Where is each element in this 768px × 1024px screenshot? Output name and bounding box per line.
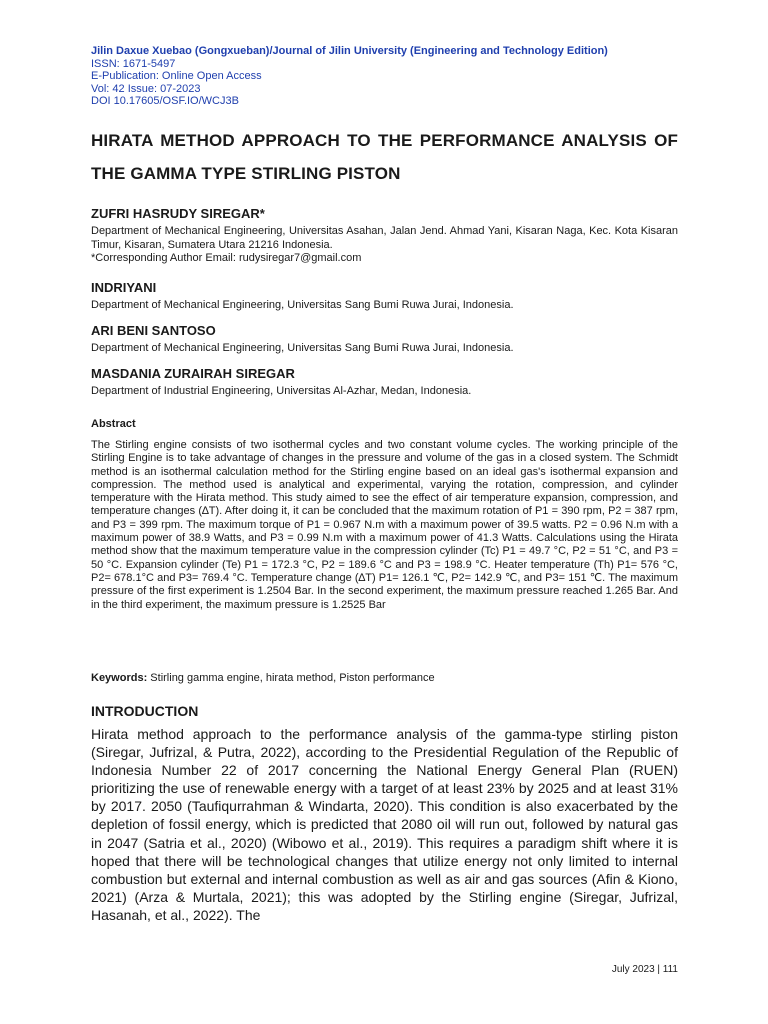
journal-name: Jilin Daxue Xuebao (Gongxueban)/Journal of Jilin University (Engineering and Technology Edition)	[91, 45, 608, 57]
author-name: ARI BENI SANTOSO	[91, 323, 216, 338]
introduction-heading: INTRODUCTION	[91, 703, 199, 719]
author-affiliation: Department of Industrial Engineering, Universitas Al-Azhar, Medan, Indonesia.	[91, 385, 472, 397]
keywords-text: Stirling gamma engine, hirata method, Piston performance	[147, 672, 435, 684]
publication-type: E-Publication: Online Open Access	[91, 70, 262, 83]
introduction-text: Hirata method approach to the performance analysis of the gamma-type stirling piston (Siregar, Jufrizal, & Putra, 2022), according to the Presidential Regulation of the Republic of Indonesia Number 22 of 2017 concerning the National Energy General Plan (RUEN) prioritizing the use of renewable energy with a target of at least 23% by 2025 and at least 31% by 2017. 2050 (Taufiqurrahman & Windarta, 2020). This condition is also exacerbated by the depletion of fossil energy, which is predicted that 2080 oil will run out, followed by natural gas in 2047 (Satria et al., 2020) (Wibowo et al., 2019). This requires a paradigm shift where it is hoped that there will be technological changes that utilize energy not only limited to internal combustion but external and internal combustion as well as air and gas sources (Afin & Kiono, 2021) (Arza & Murtala, 2021); this was adopted by the Stirling engine (Siregar, Jufrizal, Hasanah, et al., 2022). The	[91, 726, 678, 923]
doi: DOI 10.17605/OSF.IO/WCJ3B	[91, 95, 239, 108]
author-name: INDRIYANI	[91, 280, 157, 295]
author-affiliation: Department of Mechanical Engineering, Universitas Asahan, Jalan Jend. Ahmad Yani, Kisaran Naga, Kec. Kota Kisaran Timur, Kisaran, Sumatera Utara 21216 Indonesia.	[91, 225, 678, 251]
author-block-3	[91, 323, 678, 356]
author-block-1	[91, 206, 678, 266]
abstract-heading: Abstract	[91, 418, 136, 430]
keywords	[91, 672, 678, 685]
author-name: ZUFRI HASRUDY SIREGAR*	[91, 206, 265, 221]
author-name: MASDANIA ZURAIRAH SIREGAR	[91, 366, 295, 381]
author-affiliation: Department of Mechanical Engineering, Universitas Sang Bumi Ruwa Jurai, Indonesia.	[91, 342, 514, 354]
keywords-label: Keywords:	[91, 672, 148, 684]
journal-header	[91, 45, 678, 108]
page-footer: July 2023 | 111	[611, 964, 678, 975]
author-block-2	[91, 280, 678, 313]
abstract-text: The Stirling engine consists of two isothermal cycles and two constant volume cycles. The working principle of the Stirling Engine is to take advantage of changes in the pressure and volume of the gas in a closed system. The Schmidt method is an isothermal calculation method for the Stirling engine based on an ideal gas's isothermal expansion and compression. The method used is analytical and experimental, varying the rotation, compression, and cylinder temperature with the Hirata method. This study aimed to see the effect of air temperature expansion, compression, and temperature changes (∆T). After doing it, it can be concluded that the maximum rotation of P1 = 390 rpm, P2 = 387 rpm, and P3 = 399 rpm. The maximum torque of P1 = 0.967 N.m with a maximum power of 39.5 watts. P2 = 0.96 N.m with a maximum power of 38.9 Watts, and P3 = 0.99 N.m with a maximum power of 41.3 Watts. Calculations using the Hirata method show that the maximum temperature value in the compression cylinder (Tc) P1 = 49.7 °C, P2 = 51 °C, and P3 = 50 °C. Expansion cylinder (Te) P1 = 172.3 °C, P2 = 189.6 °C and P3 = 198.9 °C. Heater temperature (Th) P1= 576 °C, P2= 678.1°C and P3= 769.4 °C. Temperature change (∆T) P1= 126.1 ℃, P2= 142.9 ℃, and P3= 151 ℃. The maximum pressure of the first experiment is 1.2504 Bar. In the second experiment, the maximum pressure reached 1.265 Bar. And in the third experiment, the maximum pressure is 1.2525 Bar	[91, 439, 678, 611]
author-affiliation: Department of Mechanical Engineering, Universitas Sang Bumi Ruwa Jurai, Indonesia.	[91, 299, 514, 311]
author-block-4	[91, 366, 678, 399]
volume-issue: Vol: 42 Issue: 07-2023	[91, 82, 201, 95]
paper-title: HIRATA METHOD APPROACH TO THE PERFORMANCE ANALYSIS OF THE GAMMA TYPE STIRLING PISTON	[91, 131, 678, 183]
issn: ISSN: 1671-5497	[91, 57, 176, 70]
author-email: *Corresponding Author Email: rudysiregar7@gmail.com	[91, 252, 362, 264]
